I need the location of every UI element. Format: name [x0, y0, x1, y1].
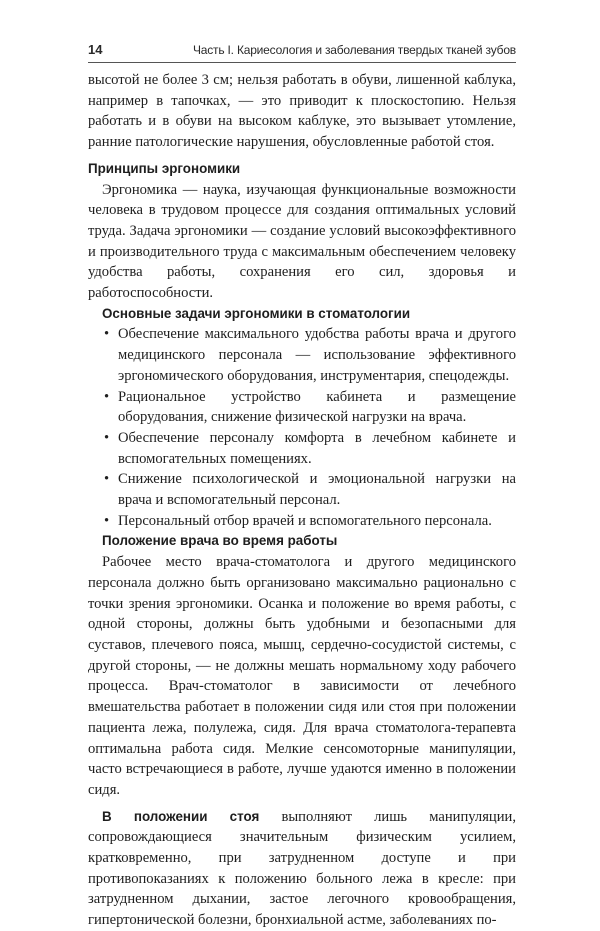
list-item: • Персональный отбор врачей и вспомогательного персонала.	[104, 511, 516, 532]
paragraph-continuation: высотой не более 3 см; нельзя работать в обуви, лишенной каблука, например в тапочках, — это приводит к плоскостопию. Нельзя работать и в обуви на высоком каблуке, это вызывает утомление, ранние патологические нарушения, обусловленные работой стоя.	[88, 72, 516, 151]
page-number: 14	[88, 42, 103, 57]
tasks-list	[88, 324, 516, 531]
page-header	[88, 41, 516, 61]
page-body	[88, 70, 516, 931]
list-item: • Обеспечение максимального удобства работы врача и другого медицинского персонала — использование эффективного эргономического оборудования, инструментария, спецодежды.	[104, 324, 516, 386]
section-heading-principles: Принципы эргономики	[88, 160, 241, 176]
running-head: Часть I. Кариесология и заболевания твердых тканей зубов	[192, 43, 516, 57]
paragraph-ergonomics-definition: Эргономика — наука, изучающая функциональные возможности человека в трудовом процессе для создания оптимальных условий труда. Задача эргономики — создание условий высокоэффективного и производительного труда с максимальным обеспечением человеку удобства работы, сохранения его сил, здоровья и работоспособности.	[88, 181, 516, 302]
list-item: • Снижение психологической и эмоциональной нагрузки на врача и вспомогательный персонал.	[104, 469, 516, 510]
paragraph-standing	[88, 807, 516, 931]
list-item: • Рациональное устройство кабинета и размещение оборудования, снижение физической нагрузки на врача.	[104, 387, 516, 428]
paragraph-workplace: Рабочее место врача-стоматолога и другого медицинского персонала должно быть организовано максимально рационально с точки зрения эргономики. Осанка и положение во время работы, с одной стороны, должны быть удобными и безопасными для суставов, плечевого пояса, мышц, сердечно-сосудистой системы, с другой стороны, — не должны мешать нормальному ходу рабочего процесса. Врач-стоматолог в зависимости от лечебного вмешательства работает в положении сидя или стоя при положении пациента лежа, полулежа, сидя. Для врача стоматолога-терапевта оптимальна работа сидя. Мелкие сенсомоторные манипуляции, часто встречающиеся в работе, лучше удаются именно в положении сидя.	[88, 554, 516, 798]
subheading-main-tasks: Основные задачи эргономики в стоматологии	[102, 305, 411, 321]
list-item: • Обеспечение персоналу комфорта в лечебном кабинете и вспомогательных помещениях.	[104, 428, 516, 469]
standing-lead: В положении стоя	[102, 808, 260, 824]
subheading-doctor-position: Положение врача во время работы	[102, 533, 338, 549]
header-rule	[88, 62, 516, 63]
standing-text: выполняют лишь манипуляции, сопровождающиеся значительным физическим усилием, кратковременно, при затрудненном доступе и при противопоказаниях к положению больного лежа в кресле: при затрудненном дыхании, застое легочного кровообращения, гипертонической болезни, бронхиальной астме, заболеваниях по-	[88, 808, 516, 929]
